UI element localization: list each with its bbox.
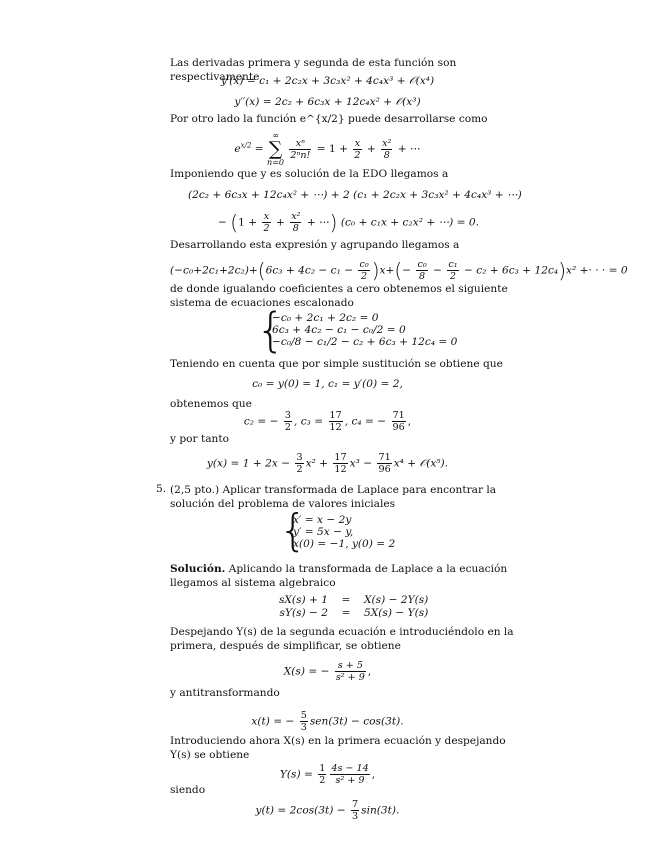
system-line-1: −c₀ + 2c₁ + 2c₂ = 0 — [272, 312, 379, 324]
frac-den: s² + 9 — [335, 775, 365, 786]
ivp-line-3: x(0) = −1, y(0) = 2 — [293, 538, 396, 550]
paragraph-solution — [170, 562, 515, 590]
item-number: 5. — [156, 483, 167, 495]
equation-substitution-line1 — [188, 188, 522, 202]
frac-den: 2 — [263, 223, 270, 234]
frac-num: 7 — [352, 799, 359, 810]
eq5-b: 6c₃ + 4c₂ − c₁ − — [265, 264, 354, 277]
paragraph-therefore: y por tanto — [170, 433, 229, 445]
frac-den: 2ⁿn! — [290, 149, 311, 161]
equation-x-of-t — [0, 710, 655, 733]
eq10-rhs: sen(3t) − cos(3t). — [309, 715, 404, 728]
eq7-frac-17-12 — [329, 410, 343, 433]
frac-den: 96 — [392, 422, 405, 433]
system-ivp — [293, 514, 395, 550]
paragraph-exponential — [170, 112, 515, 126]
eq5-a: (−c₀+2c₁+2c₂)+ — [170, 264, 258, 277]
frac-den: 12 — [334, 464, 347, 475]
eq7-frac-71-96 — [392, 410, 406, 433]
frac-den: 96 — [378, 464, 391, 475]
eq11-lhs: Y(s) = — [279, 768, 313, 781]
eq10-frac — [300, 710, 308, 733]
frac-den: 8 — [419, 271, 426, 282]
equation-y-of-t — [0, 799, 655, 822]
eq5-e: − — [433, 264, 442, 277]
eq12-frac — [351, 799, 359, 822]
eq5-frac-c1-2 — [447, 259, 458, 282]
frac-num: 71 — [392, 410, 405, 421]
paragraph-antitransform: y antitransformando — [170, 687, 280, 699]
eq12-lhs: y(t) = 2cos(3t) − — [255, 804, 346, 817]
series-term-fraction — [289, 138, 311, 161]
eq8-b: x² + — [305, 457, 329, 470]
eq5-frac-c0-8 — [416, 259, 427, 282]
paragraph-clearing: Despejando Y(s) de la segunda ecuación e introduciéndolo en la primera, después de simplificar, se obtiene — [170, 626, 514, 652]
equation-substitution-line2 — [218, 211, 479, 234]
alg-l2-lhs: sY(s) − 2 — [279, 606, 328, 619]
eq4a-text: (2c₂ + 6c₃x + 12c₄x² + ⋯) + 2 (c₁ + 2c₂x + 3c₃x² + 4c₄x³ + ⋯) — [188, 189, 522, 201]
eq7-c3: , c₃ = — [294, 415, 324, 428]
left-paren-icon: ( — [230, 210, 239, 235]
eq4b-frac-x2-8 — [290, 211, 301, 234]
eq5-c: x+ — [379, 264, 395, 277]
paragraph-derivatives: Las derivadas primera y segunda de esta función son respectivamente — [170, 57, 457, 83]
alg-l1-rhs: X(s) − 2Y(s) — [364, 594, 429, 606]
left-paren-icon: ( — [394, 258, 403, 283]
frac-den: 2 — [319, 775, 326, 786]
frac-den: 2 — [354, 149, 361, 161]
eq4b-post: (c₀ + c₁x + c₂x² + ⋯) = 0. — [340, 216, 480, 229]
frac-num: 17 — [334, 452, 347, 463]
frac-num: c₀ — [359, 259, 369, 270]
eq7-c2: c₂ = − — [243, 415, 279, 428]
frac-num: 17 — [329, 410, 342, 421]
eq4b-minus: − — [218, 216, 227, 229]
eq12-rhs: sin(3t). — [361, 804, 400, 817]
frac-den: s² + 9 — [335, 672, 365, 683]
alg-l1-eq: = — [341, 594, 351, 606]
frac-den: 3 — [352, 811, 359, 822]
eq9-end: , — [367, 665, 372, 678]
equation-solution-series — [0, 452, 655, 475]
eq9-lhs: X(s) = − — [283, 665, 330, 678]
eq8-d: x⁴ + 𝒪(x⁵). — [393, 457, 449, 470]
algebraic-line-2 — [268, 607, 428, 620]
eq5-frac-c0-2 — [358, 259, 369, 282]
equation-grouped — [170, 259, 628, 282]
eq-second-derivative-text: y′′(x) = 2c₂ + 6c₃x + 12c₄x² + 𝒪(x³) — [234, 96, 421, 108]
eq4b-plus: + — [275, 216, 285, 229]
eq8-c: x³ − — [349, 457, 373, 470]
equation-coefficients — [0, 410, 655, 433]
frac-num: c₀ — [417, 259, 427, 270]
equation-second-derivative — [0, 95, 655, 109]
frac-den: 12 — [329, 422, 342, 433]
algebraic-line-1 — [268, 594, 428, 607]
paragraph-problem-statement: (2,5 pto.) Aplicar transformada de Laplace para encontrar la solución del problema de valores iniciales — [170, 484, 497, 510]
eq8-frac-71-96 — [377, 452, 391, 475]
eq5-d: − — [402, 264, 412, 277]
frac-num: x² — [291, 211, 301, 222]
frac-num: 5 — [300, 710, 307, 721]
frac-den: 2 — [284, 422, 291, 433]
right-paren-icon: ) — [329, 210, 338, 235]
paragraph-equating: de donde igualando coeficientes a cero obtenemos el siguiente sistema de ecuaciones escalonado — [170, 283, 508, 309]
frac-num: xⁿ — [289, 138, 311, 150]
frac-num: x — [354, 137, 361, 149]
frac-num: 1 — [319, 763, 326, 774]
series-dots: + ⋯ — [397, 143, 421, 155]
eq4b-dots: + ⋯ — [306, 216, 330, 229]
eq10-lhs: x(t) = − — [251, 715, 295, 728]
series-eq-one: = 1 + — [316, 143, 349, 155]
frac-num: 71 — [378, 452, 391, 463]
eq5-f: − c₂ + 6c₃ + 12c₄ — [463, 264, 559, 277]
eq5-g: x² +· · · = 0 — [566, 264, 628, 277]
eq6-text: c₀ = y(0) = 1, c₁ = y′(0) = 2, — [252, 378, 403, 390]
eq7-c4: , c₄ = − — [344, 415, 387, 428]
series-fraction-x2-8 — [381, 138, 392, 161]
paragraph-substitution: Teniendo en cuenta que por simple sustitución se obtiene que — [170, 358, 503, 370]
paragraph-exponential-text: Por otro lado la función e^{x/2} puede desarrollarse como — [170, 113, 488, 125]
eq9-frac — [335, 660, 366, 683]
frac-num: c₁ — [448, 259, 458, 270]
left-paren-icon: ( — [257, 258, 266, 283]
solution-label: Solución. — [170, 563, 226, 575]
left-brace-icon: { — [279, 505, 307, 556]
frac-den: 3 — [300, 722, 307, 733]
series-plus: + — [366, 143, 376, 155]
system-line-2: 6c₃ + 4c₂ − c₁ − c₀/2 = 0 — [272, 324, 406, 336]
left-brace-icon: { — [256, 303, 286, 357]
alg-l2-rhs: 5X(s) − Y(s) — [364, 606, 429, 619]
paragraph-being: siendo — [170, 784, 206, 796]
solution-text: Aplicando la transformada de Laplace a la ecuación llegamos al sistema algebraico — [170, 563, 508, 589]
right-paren-icon: ) — [371, 258, 380, 283]
paragraph-imposing: Imponiendo que y es solución de la EDO llegamos a — [170, 168, 449, 180]
equation-first-derivative — [0, 74, 655, 88]
frac-num: s + 5 — [335, 660, 366, 672]
eq8-a: y(x) = 1 + 2x − — [206, 457, 291, 470]
eq7-end: , — [407, 415, 412, 428]
ivp-line-1: x′ = x − 2y — [293, 514, 352, 526]
eq7-frac-3-2 — [284, 410, 292, 433]
frac-den: 2 — [449, 271, 457, 282]
right-paren-icon: ) — [558, 258, 566, 283]
sum-bottom: n=0 — [267, 158, 284, 167]
ivp-line-2: y′ = 5x − y, — [293, 526, 354, 538]
alg-l2-eq: = — [341, 606, 351, 619]
frac-den: 2 — [296, 464, 303, 475]
series-fraction-x-2 — [353, 138, 361, 161]
equation-X-of-s — [0, 660, 655, 683]
eq4b-one: 1 + — [238, 216, 258, 229]
system-line-3: −c₀/8 − c₁/2 − c₂ + 6c₃ + 12c₄ = 0 — [272, 336, 458, 348]
frac-num: 3 — [284, 410, 291, 421]
eq8-frac-3-2 — [295, 452, 303, 475]
equation-exponential-series: $e^{x/2}$ = ∞ ∑ n=0 $\frac{\text{xⁿ}}{\text{2ⁿn!}}$ = 1 + $\frac{x}{2}$ + $\frac{\text{x²}}{8}$ + ⋯ — [234, 131, 421, 167]
eq11-end: , — [371, 768, 376, 781]
frac-num: x² — [382, 137, 392, 149]
exp-exponent: x/2 — [240, 141, 252, 150]
sum-symbol — [267, 131, 284, 167]
exp-base: e — [234, 143, 241, 155]
paragraph-developing: Desarrollando esta expresión y agrupando llegamos a — [170, 239, 460, 251]
eq-first-derivative-text: y′(x) = c₁ + 2c₂x + 3c₃x² + 4c₄x³ + 𝒪(x⁴) — [220, 75, 435, 87]
frac-num: x — [263, 211, 270, 222]
algebraic-system — [268, 594, 428, 619]
frac-num: 4s − 14 — [331, 763, 369, 774]
frac-num: 3 — [296, 452, 303, 463]
sigma-icon: ∑ — [268, 138, 283, 160]
sum-top: ∞ — [272, 131, 279, 140]
alg-l1-lhs: sX(s) + 1 — [278, 594, 328, 606]
paragraph-introducing: Introduciendo ahora X(s) en la primera ecuación y despejando Y(s) se obtiene — [170, 735, 506, 761]
system-staggered — [272, 312, 457, 348]
frac-den: 2 — [361, 271, 368, 282]
equation-initial-coeffs — [0, 377, 655, 391]
eq8-frac-17-12 — [333, 452, 347, 475]
frac-den: 8 — [292, 223, 299, 234]
eq4b-frac-x-2 — [262, 211, 270, 234]
frac-den: 8 — [383, 149, 390, 161]
paragraph-obtain: obtenemos que — [170, 398, 252, 410]
